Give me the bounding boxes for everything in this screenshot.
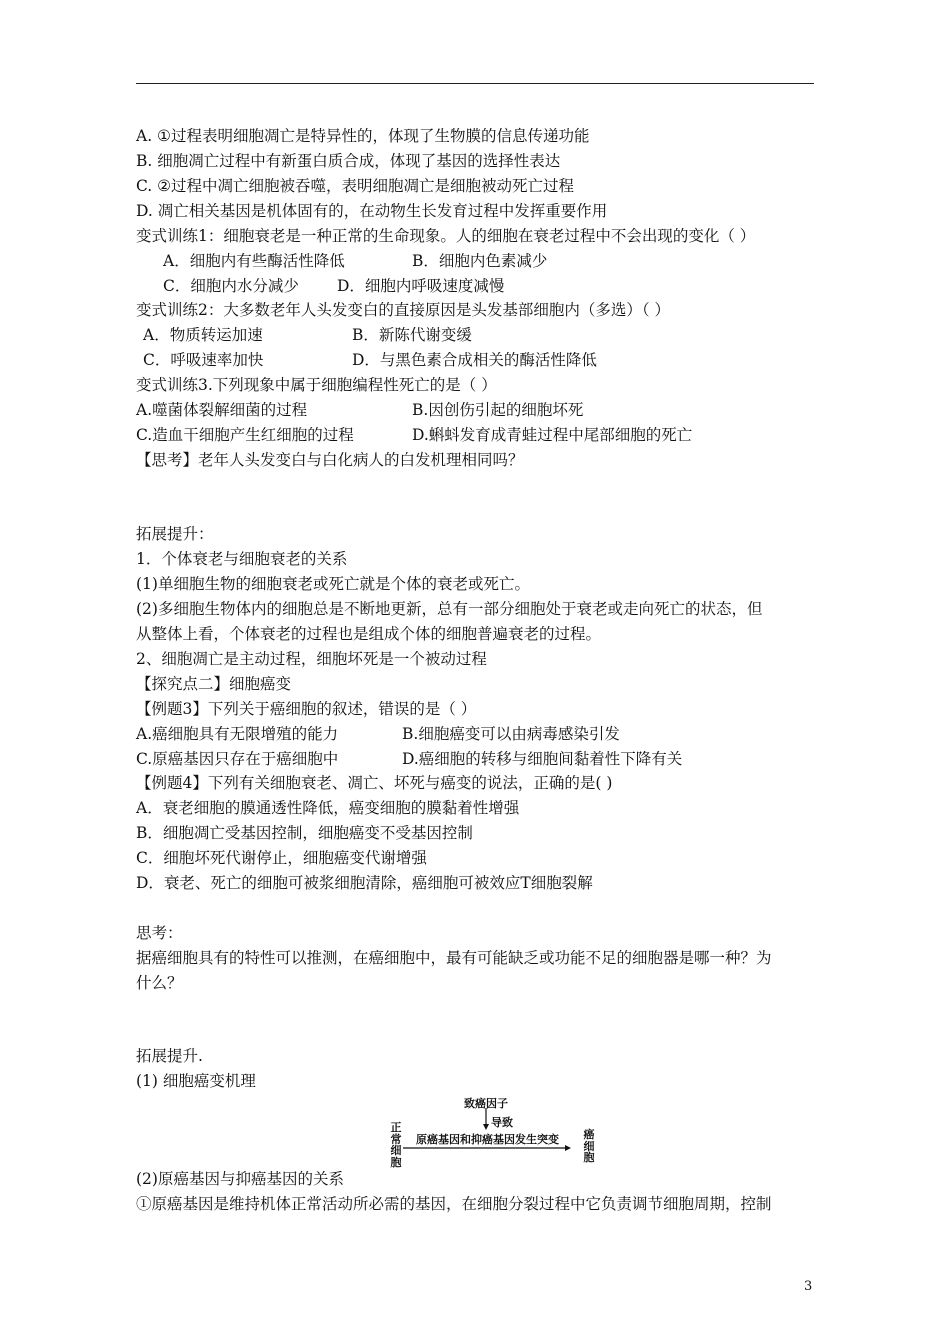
carcinogenesis-diagram: [390, 1093, 610, 1173]
exercise-2-option-a: A．物质转运加速: [143, 326, 263, 344]
extension-point-1: 1．个体衰老与细胞衰老的关系: [136, 550, 348, 568]
example-4-option-b: B．细胞凋亡受基因控制，细胞癌变不受基因控制: [136, 824, 473, 842]
extension-point-1-b-cont: 从整体上看，个体衰老的过程也是组成个体的细胞普遍衰老的过程。: [136, 625, 602, 643]
extension-heading: 拓展提升：: [136, 525, 214, 543]
option-c-line: C. ②过程中凋亡细胞被吞噬，表明细胞凋亡是细胞被动死亡过程: [136, 177, 575, 195]
option-a-line: A. ①过程表明细胞凋亡是特异性的，体现了生物膜的信息传递功能: [136, 127, 590, 145]
example-4-option-a: A．衰老细胞的膜通透性降低，癌变细胞的膜黏着性增强: [136, 799, 520, 817]
example-3-option-b: B.细胞癌变可以由病毒感染引发: [402, 725, 620, 743]
exercise-2-question: 变式训练2：大多数老年人头发变白的直接原因是头发基部细胞内（多选）（ ）: [136, 301, 671, 319]
exercise-1-option-c: C．细胞内水分减少: [163, 277, 299, 295]
exercise-1-option-b: B．细胞内色素减少: [412, 252, 548, 270]
diagram-cancer-cell: 癌细胞: [583, 1128, 595, 1164]
example-3-option-d: D.癌细胞的转移与细胞间黏着性下降有关: [402, 750, 683, 768]
exercise-2-option-c: C．呼吸速率加快: [143, 351, 264, 369]
exercise-3-option-d: D.蝌蚪发育成青蛙过程中尾部细胞的死亡: [412, 426, 693, 444]
exercise-3-option-b: B.因创伤引起的细胞坏死: [412, 401, 584, 419]
example-4-option-c: C．细胞坏死代谢停止，细胞癌变代谢增强: [136, 849, 427, 867]
extension-heading-2: 拓展提升.: [136, 1047, 203, 1065]
exercise-1-option-a: A．细胞内有些酶活性降低: [163, 252, 345, 270]
example-4-option-d: D．衰老、死亡的细胞可被浆细胞清除，癌细胞可被效应T细胞裂解: [136, 874, 593, 892]
option-d-line: D. 凋亡相关基因是机体固有的，在动物生长发育过程中发挥重要作用: [136, 202, 608, 220]
diagram-mutation: 原癌基因和抑癌基因发生突变: [416, 1133, 559, 1146]
think-body-cont: 什么？: [136, 974, 183, 992]
example-3-question: 【例题3】下列关于癌细胞的叙述，错误的是（ ）: [136, 700, 477, 718]
example-3-option-c: C.原癌基因只存在于癌细胞中: [136, 750, 339, 768]
think-body: 据癌细胞具有的特性可以推测，在癌细胞中，最有可能缺乏或功能不足的细胞器是哪一种？为: [136, 949, 772, 967]
mechanism-heading: (1) 细胞癌变机理: [136, 1072, 256, 1090]
exercise-1-option-d: D．细胞内呼吸速度减慢: [337, 277, 505, 295]
exercise-1-question: 变式训练1：细胞衰老是一种正常的生命现象。人的细胞在衰老过程中不会出现的变化（ ）: [136, 227, 756, 245]
example-4-question: 【例题4】下列有关细胞衰老、凋亡、坏死与癌变的说法，正确的是( ): [136, 774, 613, 792]
exercise-3-option-c: C.造血干细胞产生红细胞的过程: [136, 426, 354, 444]
exercise-2-option-b: B．新陈代谢变缓: [352, 326, 472, 344]
exercise-2-option-d: D．与黑色素合成相关的酶活性降低: [352, 351, 597, 369]
think-question: 【思考】老年人头发变白与白化病人的白发机理相同吗？: [136, 451, 524, 469]
diagram-normal-cell: 正常细胞: [390, 1121, 402, 1169]
extension-point-1-b: (2)多细胞生物体内的细胞总是不断地更新，总有一部分细胞处于衰老或走向死亡的状态，但: [136, 600, 763, 618]
gene-relation-heading: (2)原癌基因与抑癌基因的关系: [136, 1170, 344, 1188]
extension-point-1-a: (1)单细胞生物的细胞衰老或死亡就是个体的衰老或死亡。: [136, 575, 530, 593]
page-number: 3: [804, 1279, 813, 1294]
think-heading: 思考：: [136, 924, 183, 942]
header-rule: [136, 83, 814, 84]
option-b-line: B. 细胞凋亡过程中有新蛋白质合成，体现了基因的选择性表达: [136, 152, 561, 170]
exercise-3-option-a: A.噬菌体裂解细菌的过程: [136, 401, 308, 419]
extension-point-2: 2、细胞凋亡是主动过程，细胞坏死是一个被动过程: [136, 650, 487, 668]
diagram-cause-label: 导致: [491, 1116, 513, 1129]
example-3-option-a: A.癌细胞具有无限增殖的能力: [136, 725, 339, 743]
gene-relation-body: ①原癌基因是维持机体正常活动所必需的基因，在细胞分裂过程中它负责调节细胞周期，控制: [136, 1195, 772, 1213]
section-heading-cancer: 【探究点二】细胞癌变: [136, 675, 292, 693]
diagram-carcinogen: 致癌因子: [464, 1097, 508, 1110]
exercise-3-question: 变式训练3.下列现象中属于细胞编程性死亡的是（ ）: [136, 376, 497, 394]
